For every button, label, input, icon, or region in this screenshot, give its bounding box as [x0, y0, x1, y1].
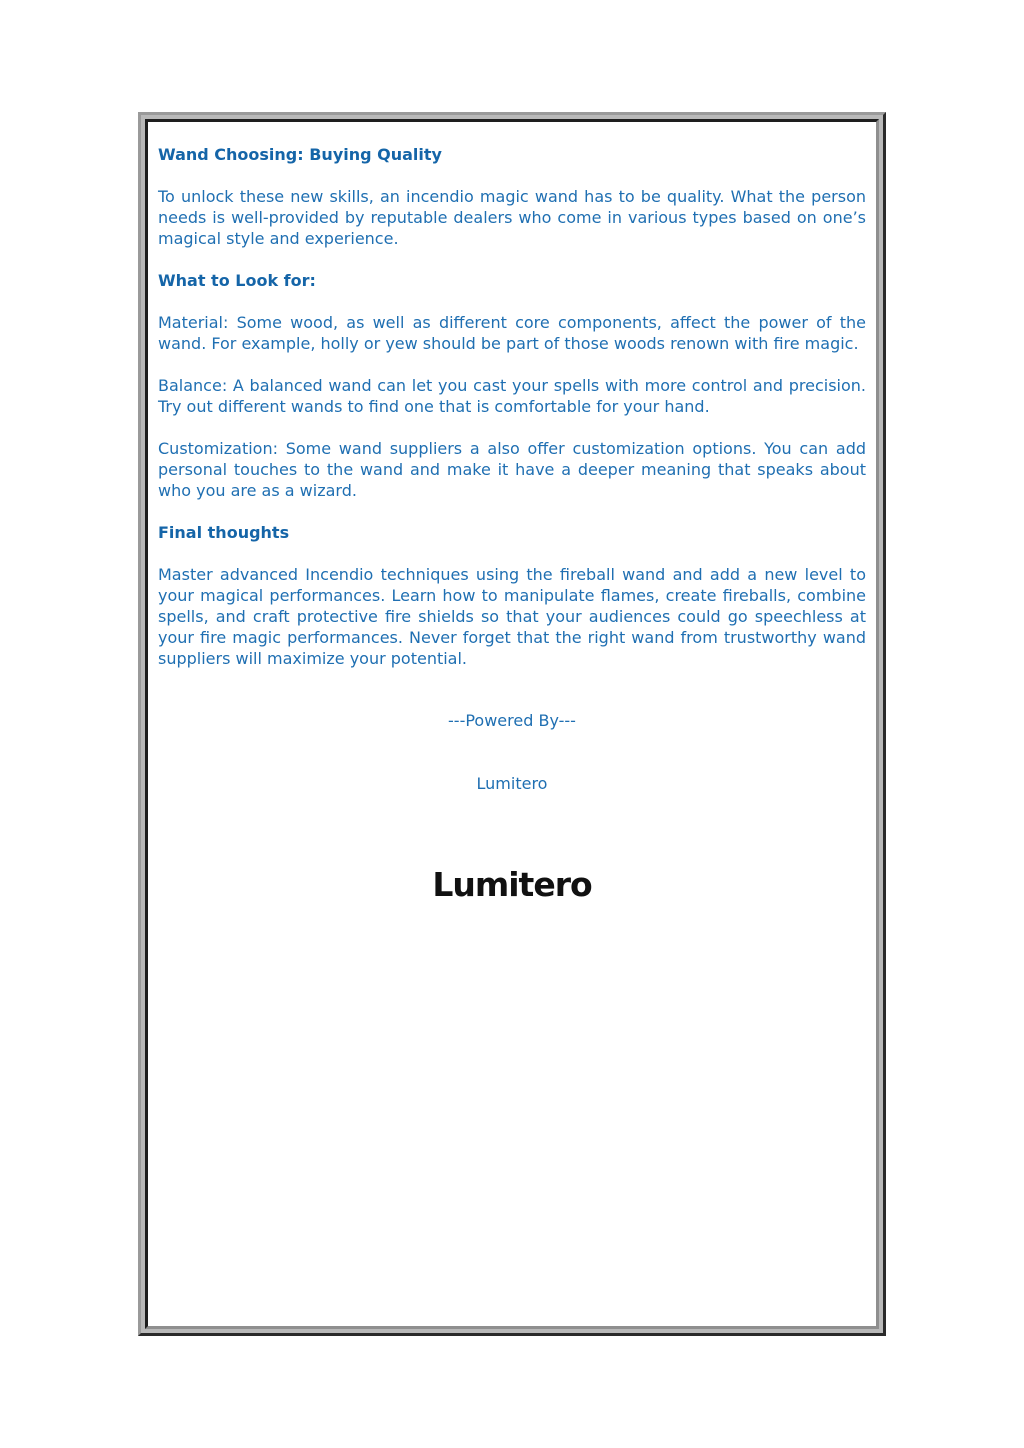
section-heading-final-thoughts: Final thoughts — [158, 523, 290, 542]
paragraph-balance: Balance: A balanced wand can let you cast your spells with more control and precision. Try out different wands to find one that is comfortable for your hand. — [158, 376, 866, 416]
page-frame-outer — [138, 112, 886, 1336]
lumitero-logo: Lumitero — [432, 865, 592, 904]
section-heading-wand-choosing: Wand Choosing: Buying Quality — [158, 145, 442, 164]
paragraph-final: Master advanced Incendio techniques using the fireball wand and add a new level to your magical performances. Learn how to manipulate flames, create fireballs, combine spells, and craft protective fire shields so that your audiences could go speechless at your fire magic performances. Never forget that the right wand from trustworthy wand suppliers will maximize your potential. — [158, 565, 866, 668]
paragraph-intro: To unlock these new skills, an incendio magic wand has to be quality. What the person needs is well-provided by reputable dealers who come in various types based on one’s magical style and experience. — [158, 187, 866, 248]
paragraph-material: Material: Some wood, as well as different core components, affect the power of the wand. For example, holly or yew should be part of those woods renown with fire magic. — [158, 313, 866, 353]
brand-name-text: Lumitero — [476, 774, 548, 793]
section-heading-what-to-look-for: What to Look for: — [158, 271, 316, 290]
paragraph-customization: Customization: Some wand suppliers a also offer customization options. You can add personal touches to the wand and make it have a deeper meaning that speaks about who you are as a wizard. — [158, 439, 866, 500]
document-content — [158, 144, 866, 904]
page-frame-inner — [145, 119, 879, 1329]
powered-by-label: ---Powered By--- — [448, 711, 576, 730]
